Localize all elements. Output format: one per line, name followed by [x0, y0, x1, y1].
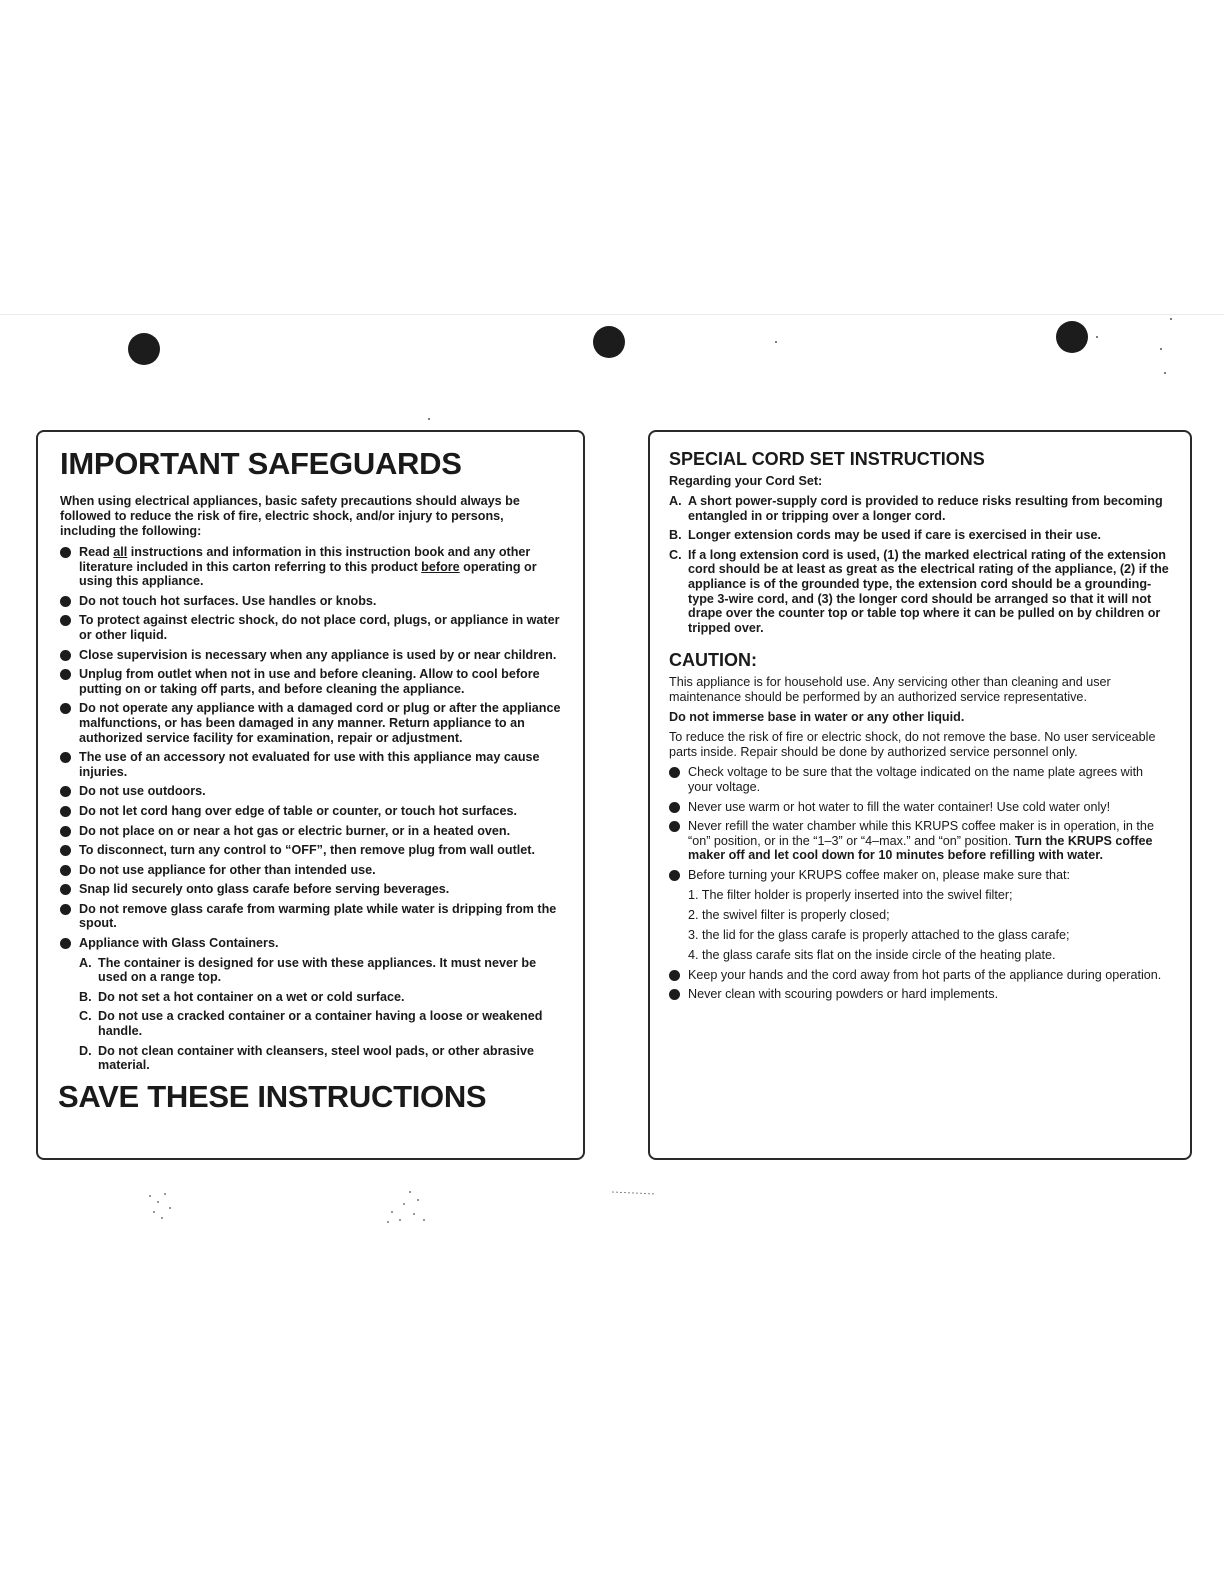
- scan-noise: [380, 1186, 430, 1226]
- binder-hole: [128, 333, 160, 365]
- glass-container-list: [79, 956, 561, 1073]
- safeguard-item: Do not let cord hang over edge of table or counter, or touch hot surfaces.: [60, 804, 561, 819]
- glass-container-item: B. Do not set a hot container on a wet or cold surface.: [79, 989, 405, 1004]
- binder-hole: [1056, 321, 1088, 353]
- scan-speck: [1170, 318, 1172, 320]
- caution-list: [669, 765, 1170, 882]
- glass-container-item: D. Do not clean container with cleansers, steel wool pads, or other abrasive material.: [79, 1043, 535, 1073]
- bullet-icon: [60, 650, 71, 661]
- cord-set-item: A. A short power-supply cord is provided to reduce risks resulting from becoming entangled in or tripping over a longer cord.: [669, 494, 1163, 523]
- safeguard-item: The use of an accessory not evaluated for use with this appliance may cause injuries.: [60, 750, 561, 779]
- safeguard-item: Do not use appliance for other than intended use.: [60, 863, 561, 878]
- caution-title: CAUTION:: [669, 650, 757, 671]
- safeguard-item: Do not remove glass carafe from warming plate while water is dripping from the spout.: [60, 902, 561, 931]
- checklist-item: 3. the lid for the glass carafe is properly attached to the glass carafe;: [688, 927, 1070, 942]
- caution-item: Keep your hands and the cord away from hot parts of the appliance during operation.: [669, 968, 1170, 983]
- special-cord-set-panel: [648, 430, 1192, 1160]
- safeguard-item: Do not touch hot surfaces. Use handles or knobs.: [60, 594, 561, 609]
- bullet-icon: [60, 904, 71, 915]
- bullet-icon: [60, 938, 71, 949]
- caution-item: Never refill the water chamber while this KRUPS coffee maker is in operation, in the “on” position, or in the “1–3” or “4–max.” and “on” position. Turn the KRUPS coffee maker off and let cool down for 10 minutes before refilling with water.: [669, 819, 1170, 863]
- cord-set-title: SPECIAL CORD SET INSTRUCTIONS: [669, 449, 985, 469]
- immerse-warning: Do not immerse base in water or any other liquid.: [669, 710, 965, 725]
- bullet-icon: [669, 767, 680, 778]
- bullet-icon: [60, 826, 71, 837]
- safeguard-item: Do not operate any appliance with a damaged cord or plug or after the appliance malfunctions, or has been damaged in any manner. Return appliance to an authorized service facility for examination, repair or adjustment.: [60, 701, 561, 745]
- safeguard-item: Close supervision is necessary when any appliance is used by or near children.: [60, 648, 561, 663]
- caution-text: This appliance is for household use. Any servicing other than cleaning and user maintenance should be performed by an authorized service representative.: [669, 675, 1111, 705]
- scan-speck: [1160, 348, 1162, 350]
- safeguard-item: To disconnect, turn any control to “OFF”, then remove plug from wall outlet.: [60, 843, 561, 858]
- safeguards-intro: When using electrical appliances, basic safety precautions should always be followed to reduce the risk of fire, electric shock, and/or injury to persons, including the following:: [60, 494, 520, 538]
- checklist-item: 4. the glass carafe sits flat on the inside circle of the heating plate.: [688, 947, 1056, 962]
- save-instructions-title: SAVE THESE INSTRUCTIONS: [58, 1078, 487, 1114]
- safeguard-item: Unplug from outlet when not in use and before cleaning. Allow to cool before putting on or taking off parts, and before cleaning the appliance.: [60, 667, 561, 696]
- safeguards-title: IMPORTANT SAFEGUARDS: [60, 446, 462, 481]
- scan-noise: [140, 1186, 190, 1226]
- caution-item: Check voltage to be sure that the voltage indicated on the name plate agrees with your voltage.: [669, 765, 1170, 794]
- bullet-icon: [669, 821, 680, 832]
- scan-speck: [1164, 372, 1166, 374]
- bullet-icon: [60, 786, 71, 797]
- bullet-icon: [60, 845, 71, 856]
- bullet-icon: [60, 596, 71, 607]
- bullet-icon: [60, 806, 71, 817]
- cord-set-item: C. If a long extension cord is used, (1) the marked electrical rating of the extension cord should be at least as great as the electrical rating of the appliance, (2) if the appliance is of the grounded type, the extension cord should be a grounding-type 3-wire cord, and (3) the longer cord should be arranged so that it will not drape over the counter top or table top where it can be pulled on by children or tripped over.: [669, 547, 1169, 635]
- safeguard-item: Do not use outdoors.: [60, 784, 561, 799]
- bullet-icon: [669, 802, 680, 813]
- checklist-item: 2. the swivel filter is properly closed;: [688, 907, 890, 922]
- bullet-icon: [60, 752, 71, 763]
- checklist: [688, 888, 1170, 963]
- bullet-icon: [669, 989, 680, 1000]
- risk-text: To reduce the risk of fire or electric shock, do not remove the base. No user serviceable parts inside. Repair should be done by authorized service personnel only.: [669, 730, 1156, 760]
- bullet-icon: [60, 865, 71, 876]
- scan-edge-line: [0, 314, 1224, 315]
- bullet-icon: [669, 870, 680, 881]
- bullet-icon: [60, 615, 71, 626]
- cord-set-list: [669, 494, 1170, 635]
- caution-list-2: [669, 968, 1170, 1002]
- checklist-item: 1. The filter holder is properly inserted into the swivel filter;: [688, 887, 1013, 902]
- safeguards-list: [60, 545, 561, 1073]
- bullet-icon: [60, 547, 71, 558]
- bullet-icon: [60, 884, 71, 895]
- bullet-icon: [60, 703, 71, 714]
- scan-speck: [1096, 336, 1098, 338]
- bullet-icon: [60, 669, 71, 680]
- binder-hole: [593, 326, 625, 358]
- bullet-icon: [669, 970, 680, 981]
- safeguard-item: Do not place on or near a hot gas or electric burner, or in a heated oven.: [60, 824, 561, 839]
- scan-noise: [608, 1178, 658, 1218]
- glass-container-item: A. The container is designed for use with these appliances. It must never be used on a range top.: [79, 955, 537, 985]
- cord-set-subtitle: Regarding your Cord Set:: [669, 474, 823, 488]
- safeguard-item: Snap lid securely onto glass carafe before serving beverages.: [60, 882, 561, 897]
- caution-item: Never use warm or hot water to fill the water container! Use cold water only!: [669, 800, 1170, 815]
- safeguard-item: Appliance with Glass Containers. A. The container is designed for use with these appliances. It must never be used on a range top. B. Do not set a hot container on a wet or cold surface. C. Do not use a cracked container or a container having a loose or weakened handle. D. Do not clean container with cleansers, steel wool pads, or other abrasive material.: [60, 936, 561, 1073]
- safeguard-item: To protect against electric shock, do not place cord, plugs, or appliance in water or other liquid.: [60, 613, 561, 642]
- scan-speck: [428, 418, 430, 420]
- cord-set-item: B. Longer extension cords may be used if care is exercised in their use.: [669, 528, 1101, 543]
- safeguard-item: Read all instructions and information in this instruction book and any other literature included in this carton referring to this product before operating or using this appliance.: [60, 545, 561, 589]
- glass-container-item: C. Do not use a cracked container or a container having a loose or weakened handle.: [79, 1009, 543, 1039]
- important-safeguards-panel: [36, 430, 585, 1160]
- caution-item: Before turning your KRUPS coffee maker on, please make sure that:: [669, 868, 1170, 883]
- caution-item: Never clean with scouring powders or hard implements.: [669, 987, 1170, 1002]
- scan-speck: [775, 341, 777, 343]
